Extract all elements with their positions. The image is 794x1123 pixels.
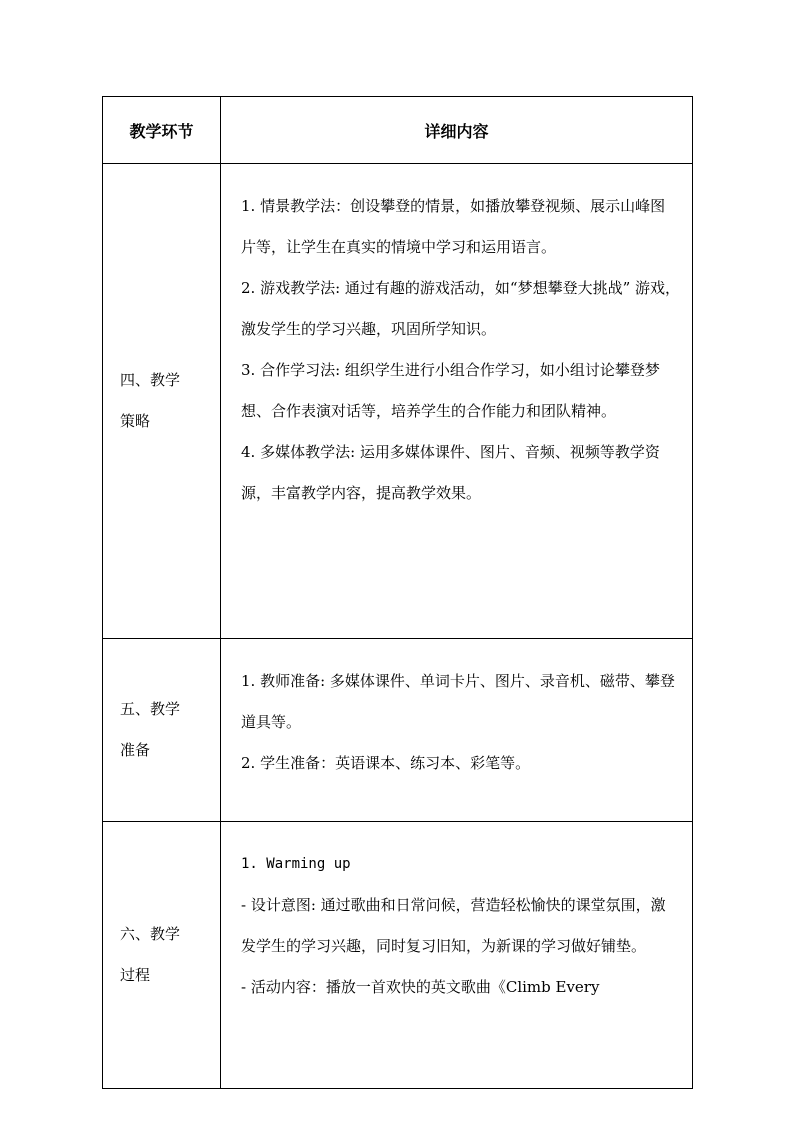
row-content-strategy (221, 164, 693, 639)
row-label-line: 过程 (120, 966, 151, 984)
content-item: 1. 情景教学法：创设攀登的情景，如播放攀登视频、展示山峰图片等，让学生在真实的情境中学习和运用语言。 (241, 197, 666, 256)
row-label-preparation (103, 639, 221, 822)
content-item: 2. 游戏教学法: 通过有趣的游戏活动，如“梦想攀登大挑战” 游戏，激发学生的学习兴趣，巩固所学知识。 (241, 279, 681, 338)
table-row (103, 639, 693, 822)
content-item: 2. 学生准备：英语课本、练习本、彩笔等。 (241, 754, 531, 772)
row-label-line: 策略 (120, 412, 151, 430)
row-label-line: 五、教学 (120, 700, 181, 718)
content-item: 1. 教师准备: 多媒体课件、单词卡片、图片、录音机、磁带、攀登道具等。 (241, 672, 675, 731)
row-content-process (221, 822, 693, 1089)
row-label-strategy (103, 164, 221, 639)
row-label-line: 四、教学 (120, 371, 181, 389)
row-label-process (103, 822, 221, 1089)
table-row (103, 164, 693, 639)
content-item: 1. Warming up (241, 856, 351, 872)
row-label-line: 六、教学 (120, 925, 181, 943)
content-item: - 活动内容：播放一首欢快的英文歌曲《Climb Every (241, 978, 600, 996)
content-item: 4. 多媒体教学法: 运用多媒体课件、图片、音频、视频等教学资源，丰富教学内容，提高教学效果。 (241, 443, 660, 502)
header-detail-content: 详细内容 (221, 97, 693, 164)
content-item: - 设计意图: 通过歌曲和日常问候，营造轻松愉快的课堂氛围，激发学生的学习兴趣，同时复习旧知，为新课的学习做好铺垫。 (241, 896, 666, 955)
table-row (103, 822, 693, 1089)
content-item: 3. 合作学习法: 组织学生进行小组合作学习，如小组讨论攀登梦想、合作表演对话等，培养学生的合作能力和团队精神。 (241, 361, 660, 420)
row-label-line: 准备 (120, 741, 151, 759)
table-header-row (103, 97, 693, 164)
header-teaching-stage: 教学环节 (103, 97, 221, 164)
lesson-plan-table (102, 96, 693, 1089)
row-content-preparation (221, 639, 693, 822)
